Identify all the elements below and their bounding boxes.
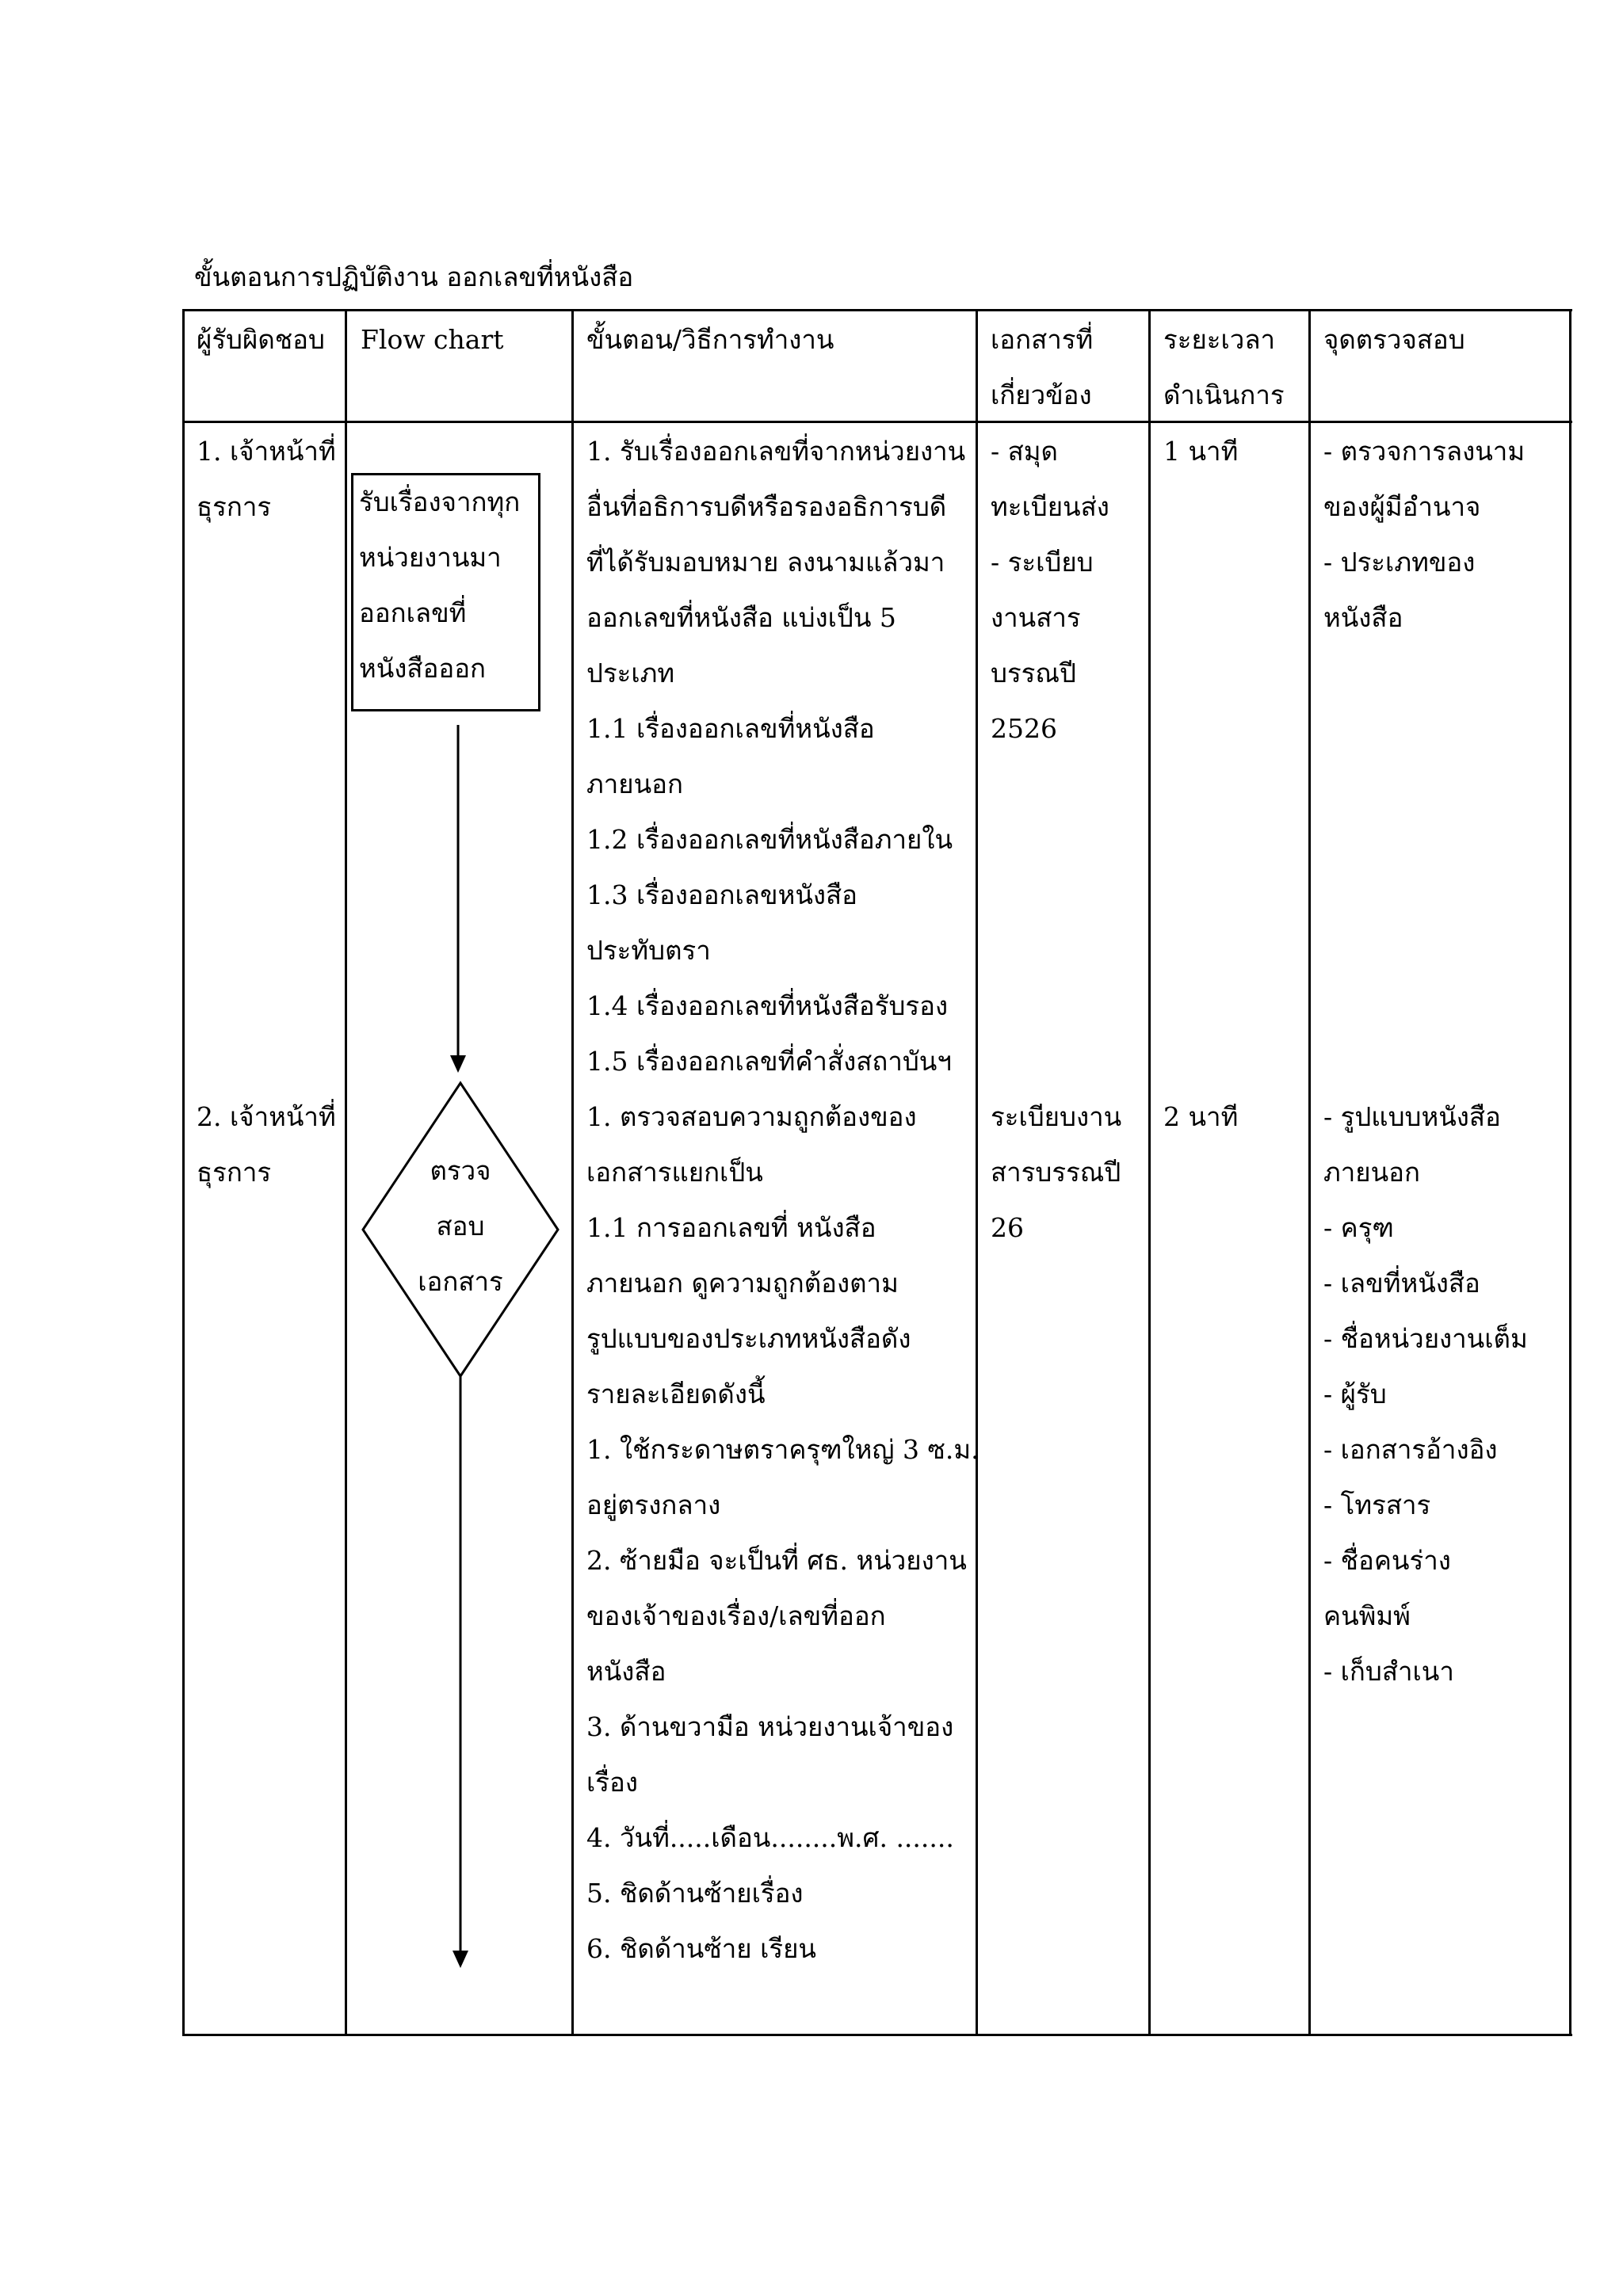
cell-line: 1.3 เรื่องออกเลขหนังสือ	[586, 879, 857, 910]
header-text: ผู้รับผิดชอบ	[197, 324, 325, 355]
cell-line: 6. ชิดด้านซ้าย เรียน	[586, 1933, 816, 1964]
header-text: เอกสารที่	[991, 324, 1094, 355]
header-text: Flow chart	[361, 324, 504, 355]
process-box-label	[359, 475, 520, 696]
cell-line: หนังสือ	[586, 1656, 666, 1687]
cell-line: 3. ด้านขวามือ หน่วยงานเจ้าของ	[586, 1711, 954, 1742]
cell-line: 1 นาที	[1163, 436, 1239, 467]
cell-line: 4. วันที่.....เดือน........พ.ศ. .......	[586, 1822, 954, 1853]
cell-line: - ประเภทของ	[1323, 547, 1476, 578]
cell-line: เอกสารแยกเป็น	[586, 1157, 763, 1188]
cell-line: บรรณปี	[991, 658, 1076, 688]
decision-line: ตรวจ	[430, 1155, 491, 1186]
cell-line: - ครุฑ	[1323, 1212, 1394, 1243]
cell-line: - ผู้รับ	[1323, 1379, 1387, 1409]
cell-line: 1. ใช้กระดาษตราครุฑใหญ่ 3 ซ.ม.	[586, 1434, 980, 1465]
cell-line: ของผู้มีอำนาจ	[1323, 491, 1481, 522]
process-box-line: รับเรื่องจากทุก	[359, 486, 521, 517]
header-text: ดำเนินการ	[1163, 379, 1285, 410]
cell-line: 1.1 การออกเลขที่ หนังสือ	[586, 1212, 876, 1243]
cell-line: เรื่อง	[586, 1767, 638, 1798]
cell-line: 1. เจ้าหน้าที่	[197, 436, 336, 467]
process-box-line: ออกเลขที่	[359, 597, 467, 628]
cell-line: 5. ชิดด้านซ้ายเรื่อง	[586, 1878, 804, 1909]
cell-line: อื่นที่อธิการบดีหรือรองอธิการบดี	[586, 491, 947, 522]
process-box-line: หน่วยงานมา	[359, 542, 502, 573]
cell-line: ภายนอก	[1323, 1157, 1420, 1188]
cell-line: รูปแบบของประเภทหนังสือดัง	[586, 1323, 911, 1354]
cell-line: 26	[991, 1212, 1024, 1243]
cell-line: - สมุด	[991, 436, 1058, 467]
cell-line: - โทรสาร	[1323, 1489, 1431, 1520]
cell-line: - เลขที่หนังสือ	[1323, 1268, 1480, 1299]
flow-arrowhead	[453, 1951, 468, 1968]
cell-line: งานสาร	[991, 602, 1081, 633]
cell-line: - ตรวจการลงนาม	[1323, 436, 1526, 467]
cell-line: ที่ได้รับมอบหมาย ลงนามแล้วมา	[586, 547, 945, 578]
decision-diamond-label	[388, 1143, 533, 1310]
cell-line: 2. เจ้าหน้าที่	[197, 1101, 336, 1132]
header-text: จุดตรวจสอบ	[1323, 324, 1465, 355]
cell-line: - รูปแบบหนังสือ	[1323, 1101, 1501, 1132]
header-text: เกี่ยวข้อง	[991, 379, 1092, 410]
cell-line: ธุรการ	[197, 491, 272, 522]
cell-line: 1. รับเรื่องออกเลขที่จากหน่วยงาน	[586, 436, 966, 467]
cell-line: - เอกสารอ้างอิง	[1323, 1434, 1498, 1465]
cell-line: ประเภท	[586, 658, 675, 688]
cell-line: อยู่ตรงกลาง	[586, 1489, 721, 1520]
cell-line: ของเจ้าของเรื่อง/เลขที่ออก	[586, 1600, 886, 1631]
decision-line: เอกสาร	[418, 1266, 503, 1297]
header-text: ขั้นตอน/วิธีการทำงาน	[586, 324, 834, 355]
header-text: ระยะเวลา	[1163, 324, 1276, 355]
cell-line: - ระเบียบ	[991, 547, 1094, 578]
cell-line: 1.2 เรื่องออกเลขที่หนังสือภายใน	[586, 824, 953, 855]
cell-line: ทะเบียนส่ง	[991, 491, 1109, 522]
cell-line: - เก็บสำเนา	[1323, 1656, 1454, 1687]
cell-line: 1. ตรวจสอบความถูกต้องของ	[586, 1101, 917, 1132]
cell-line: ธุรการ	[197, 1157, 272, 1188]
cell-line: หนังสือ	[1323, 602, 1403, 633]
page-title: ขั้นตอนการปฏิบัติงาน ออกเลขที่หนังสือ	[194, 261, 634, 292]
cell-line: 2526	[991, 713, 1057, 744]
process-box-line: หนังสือออก	[359, 653, 487, 684]
cell-line: ระเบียบงาน	[991, 1101, 1122, 1132]
cell-line: - ชื่อคนร่าง	[1323, 1545, 1451, 1576]
cell-line: 2. ซ้ายมือ จะเป็นที่ ศธ. หน่วยงาน	[586, 1545, 967, 1576]
cell-line: ภายนอก ดูความถูกต้องตาม	[586, 1268, 899, 1299]
cell-line: รายละเอียดดังนี้	[586, 1379, 766, 1409]
cell-line: 1.5 เรื่องออกเลขที่คำสั่งสถาบันฯ	[586, 1046, 952, 1077]
cell-line: - ชื่อหน่วยงานเต็ม	[1323, 1323, 1528, 1354]
decision-line: สอบ	[436, 1211, 485, 1241]
cell-line: ประทับตรา	[586, 935, 711, 966]
flow-arrowhead	[450, 1055, 466, 1073]
cell-line: 2 นาที	[1163, 1101, 1239, 1132]
cell-line: 1.4 เรื่องออกเลขที่หนังสือรับรอง	[586, 990, 949, 1021]
cell-line: คนพิมพ์	[1323, 1600, 1411, 1631]
cell-line: 1.1 เรื่องออกเลขที่หนังสือ	[586, 713, 875, 744]
cell-line: ออกเลขที่หนังสือ แบ่งเป็น 5	[586, 602, 896, 633]
cell-line: สารบรรณปี	[991, 1157, 1121, 1188]
cell-line: ภายนอก	[586, 769, 683, 799]
